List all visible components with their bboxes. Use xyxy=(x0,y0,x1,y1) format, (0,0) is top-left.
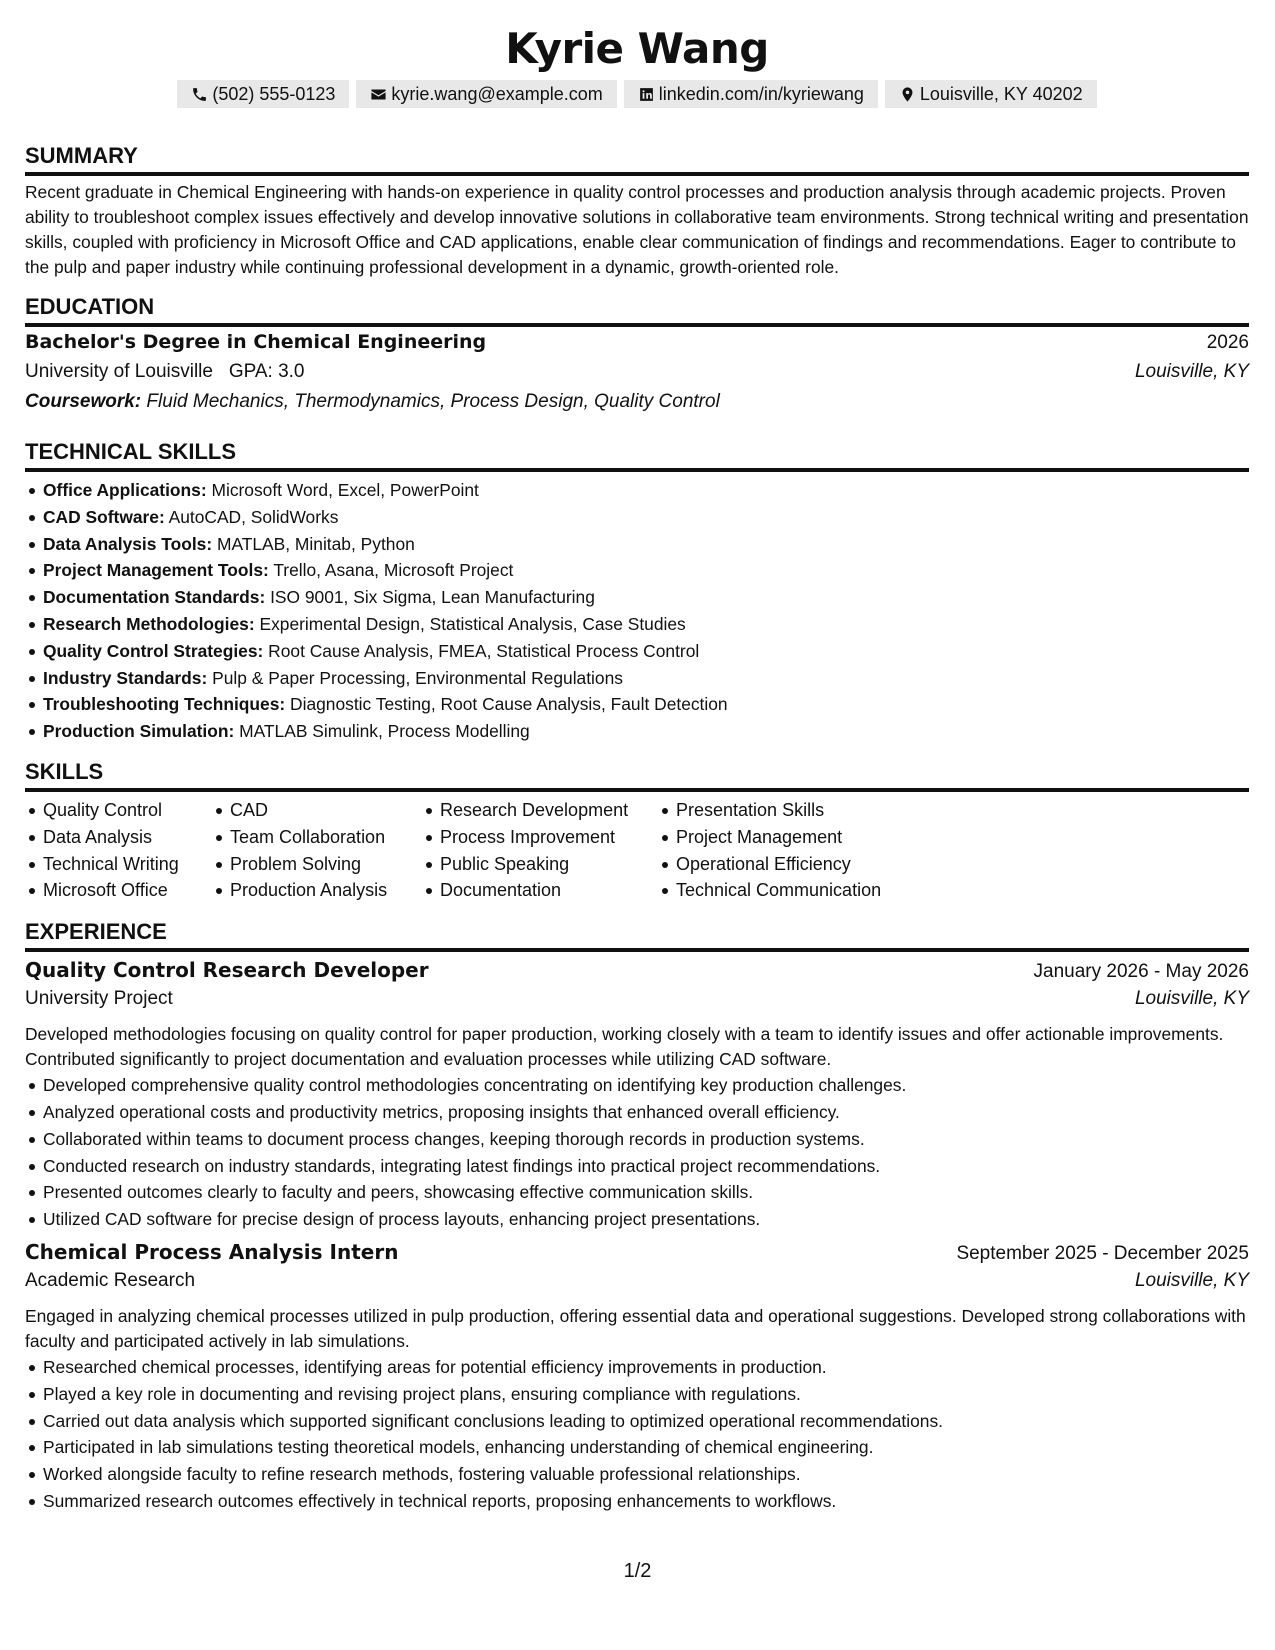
contact-bar xyxy=(25,80,1249,108)
job-title: Chemical Process Analysis Intern xyxy=(25,1239,399,1264)
list-item: Microsoft Office xyxy=(25,877,212,904)
skills-column-3 xyxy=(422,797,658,904)
job-title: Quality Control Research Developer xyxy=(25,958,429,983)
degree-year: 2026 xyxy=(1206,332,1249,353)
experience-section xyxy=(25,918,1249,1515)
school-info xyxy=(25,361,305,383)
skill-value: MATLAB Simulink, Process Modelling xyxy=(239,721,530,742)
list-item: Presented outcomes clearly to faculty and peers, showcasing effective communication skills. xyxy=(25,1179,1249,1206)
coursework-label: Coursework: xyxy=(25,391,142,412)
list-item: Production Analysis xyxy=(212,877,422,904)
job-org: Academic Research xyxy=(25,1269,196,1291)
list-item: Technical Communication xyxy=(658,877,958,904)
contact-email[interactable] xyxy=(356,80,616,108)
job-org: University Project xyxy=(25,988,173,1010)
technical-skills-list xyxy=(25,477,1249,745)
skills-grid xyxy=(25,797,1249,904)
job-location: Louisville, KY xyxy=(1134,988,1249,1010)
technical-skills-section xyxy=(25,438,1249,745)
job-dates: January 2026 - May 2026 xyxy=(1033,961,1249,983)
skill-value: Diagnostic Testing, Root Cause Analysis, Fault Detection xyxy=(290,694,728,715)
list-item: Team Collaboration xyxy=(212,824,422,851)
location-text: Louisville, KY 40202 xyxy=(919,83,1083,104)
skills-column-1 xyxy=(25,797,212,904)
list-item: Process Improvement xyxy=(422,824,658,851)
list-item: Research Development xyxy=(422,797,658,824)
envelope-icon xyxy=(370,86,387,103)
contact-phone[interactable] xyxy=(177,80,349,108)
coursework-line xyxy=(25,391,1249,421)
gpa: GPA: 3.0 xyxy=(228,361,305,382)
list-item: Collaborated within teams to document process changes, keeping thorough records in production systems. xyxy=(25,1126,1249,1153)
list-item: Project Management xyxy=(658,824,958,851)
skill-label: CAD Software: xyxy=(43,506,165,527)
email-text: kyrie.wang@example.com xyxy=(391,83,603,104)
coursework-list: Fluid Mechanics, Thermodynamics, Process Design, Quality Control xyxy=(146,391,720,412)
skill-value: MATLAB, Minitab, Python xyxy=(216,533,415,554)
job-dates: September 2025 - December 2025 xyxy=(956,1242,1249,1264)
job-bullets xyxy=(25,1354,1249,1515)
candidate-name: Kyrie Wang xyxy=(505,24,769,73)
skills-column-2 xyxy=(212,797,422,904)
job-description: Developed methodologies focusing on quality control for paper production, working closely with a team to identify issues and offer actionable improvements. Contributed significantly to project documentation and evaluation processes while utilizing CAD software. xyxy=(25,1024,1224,1070)
skill-value: Experimental Design, Statistical Analysis, Case Studies xyxy=(259,613,686,634)
skill-label: Project Management Tools: xyxy=(43,560,269,581)
summary-heading: SUMMARY xyxy=(25,142,1249,176)
list-item: Researched chemical processes, identifying areas for potential efficiency improvements in production. xyxy=(25,1354,1249,1381)
list-item xyxy=(25,611,1249,638)
skill-label: Quality Control Strategies: xyxy=(43,640,264,661)
list-item: Participated in lab simulations testing theoretical models, enhancing understanding of chemical engineering. xyxy=(25,1434,1249,1461)
school-name: University of Louisville xyxy=(25,361,213,382)
map-pin-icon xyxy=(899,86,916,103)
list-item: CAD xyxy=(212,797,422,824)
job-title-row xyxy=(25,1240,1249,1270)
job-entry xyxy=(25,958,1249,1233)
school-location: Louisville, KY xyxy=(1134,361,1249,382)
list-item: Analyzed operational costs and productivity metrics, proposing insights that enhanced overall efficiency. xyxy=(25,1099,1249,1126)
education-school-row xyxy=(25,361,1249,391)
skill-label: Troubleshooting Techniques: xyxy=(43,694,286,715)
skills-column-4 xyxy=(658,797,958,904)
summary-text: Recent graduate in Chemical Engineering with hands-on experience in quality control processes and production analysis through academic projects. Proven ability to troubleshoot complex issues effectively and develop innovative solutions in collaborative team environments. Strong technical writing and presentation skills, coupled with proficiency in Microsoft Office and CAD applications, enable clear communication of findings and recommendations. Eager to contribute to the pulp and paper industry while continuing professional development in a dynamic, growth-oriented role. xyxy=(25,182,1249,277)
linkedin-icon xyxy=(638,86,655,103)
resume-page xyxy=(25,0,1249,1515)
education-degree-row xyxy=(25,331,1249,361)
list-item: Presentation Skills xyxy=(658,797,958,824)
page-number: 1/2 xyxy=(623,1560,652,1582)
phone-icon xyxy=(191,86,208,103)
list-item: Problem Solving xyxy=(212,851,422,878)
skill-value: Microsoft Word, Excel, PowerPoint xyxy=(211,480,479,500)
list-item xyxy=(25,504,1249,531)
degree-title: Bachelor's Degree in Chemical Engineering xyxy=(25,331,487,353)
skill-label: Research Methodologies: xyxy=(43,613,255,634)
skills-heading: SKILLS xyxy=(25,758,1249,792)
list-item xyxy=(25,638,1249,665)
list-item: Data Analysis xyxy=(25,824,212,851)
phone-text: (502) 555-0123 xyxy=(212,83,336,104)
job-location: Louisville, KY xyxy=(1134,1269,1249,1291)
list-item: Developed comprehensive quality control methodologies concentrating on identifying key production challenges. xyxy=(25,1072,1249,1099)
list-item xyxy=(25,531,1249,558)
contact-location xyxy=(885,80,1097,108)
list-item xyxy=(25,691,1249,718)
list-item xyxy=(25,718,1249,745)
list-item: Conducted research on industry standards, integrating latest findings into practical project recommendations. xyxy=(25,1153,1249,1180)
list-item xyxy=(25,665,1249,692)
education-section xyxy=(25,293,1249,421)
skill-label: Office Applications: xyxy=(43,480,207,500)
job-bullets xyxy=(25,1072,1249,1233)
summary-section xyxy=(25,142,1249,280)
list-item xyxy=(25,477,1249,504)
skill-value: Trello, Asana, Microsoft Project xyxy=(273,560,514,581)
skill-label: Industry Standards: xyxy=(43,667,208,688)
technical-skills-heading: TECHNICAL SKILLS xyxy=(25,438,1249,472)
list-item: Utilized CAD software for precise design of process layouts, enhancing project presentations. xyxy=(25,1206,1249,1233)
skill-label: Production Simulation: xyxy=(43,721,235,742)
skill-label: Documentation Standards: xyxy=(43,587,266,608)
list-item: Played a key role in documenting and revising project plans, ensuring compliance with regulations. xyxy=(25,1381,1249,1408)
job-org-row xyxy=(25,988,1249,1019)
skills-section xyxy=(25,758,1249,904)
list-item: Worked alongside faculty to refine research methods, fostering valuable professional relationships. xyxy=(25,1461,1249,1488)
list-item: Operational Efficiency xyxy=(658,851,958,878)
job-entry xyxy=(25,1240,1249,1515)
list-item: Public Speaking xyxy=(422,851,658,878)
list-item xyxy=(25,557,1249,584)
skill-value: AutoCAD, SolidWorks xyxy=(168,506,339,527)
job-org-row xyxy=(25,1270,1249,1301)
list-item: Carried out data analysis which supported significant conclusions leading to optimized operational recommendations. xyxy=(25,1408,1249,1435)
linkedin-text: linkedin.com/in/kyriewang xyxy=(658,83,864,104)
contact-linkedin[interactable] xyxy=(624,80,878,108)
list-item: Quality Control xyxy=(25,797,212,824)
education-heading: EDUCATION xyxy=(25,293,1249,327)
job-title-row xyxy=(25,958,1249,988)
skill-label: Data Analysis Tools: xyxy=(43,533,213,554)
skill-value: ISO 9001, Six Sigma, Lean Manufacturing xyxy=(270,587,595,608)
list-item: Technical Writing xyxy=(25,851,212,878)
list-item: Documentation xyxy=(422,877,658,904)
skill-value: Pulp & Paper Processing, Environmental Regulations xyxy=(212,667,623,688)
list-item xyxy=(25,584,1249,611)
experience-heading: EXPERIENCE xyxy=(25,918,1249,952)
list-item: Summarized research outcomes effectively in technical reports, proposing enhancements to workflows. xyxy=(25,1488,1249,1515)
skill-value: Root Cause Analysis, FMEA, Statistical Process Control xyxy=(268,640,700,661)
job-description: Engaged in analyzing chemical processes utilized in pulp production, offering essential data and operational suggestions. Developed strong collaborations with faculty and participated actively in lab simulations. xyxy=(25,1305,1246,1351)
